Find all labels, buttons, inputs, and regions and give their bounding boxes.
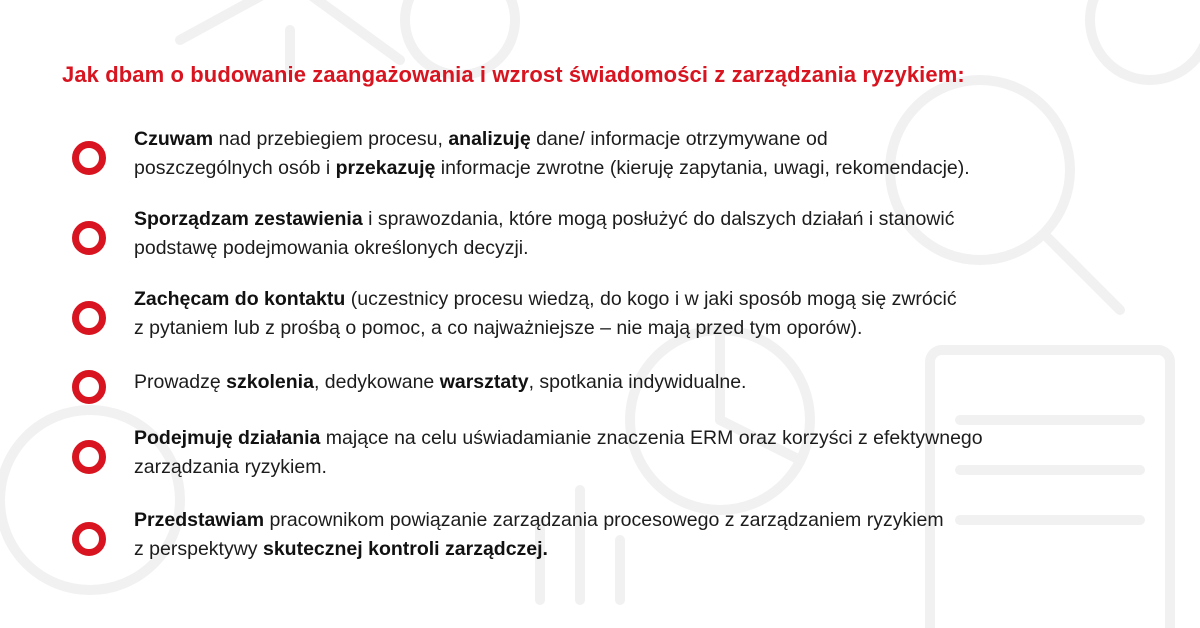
text-run: mające na celu uświadamianie znaczenia ERM oraz korzyści z efektywnego <box>320 427 983 449</box>
text-run: z perspektywy <box>134 538 263 560</box>
bold-phrase: warsztaty <box>439 371 529 393</box>
text-run: nad przebiegiem procesu, <box>213 128 449 150</box>
list-item-line <box>134 506 1174 535</box>
text-run: , dedykowane <box>313 371 440 393</box>
text-run: zarządzania ryzykiem. <box>134 456 327 478</box>
list-item-line <box>134 535 1174 564</box>
ring-bullet-icon <box>72 141 106 175</box>
ring-bullet-icon <box>72 221 106 255</box>
list-item-line <box>134 125 1174 154</box>
bold-phrase: Podejmuję działania <box>134 427 321 449</box>
list-item-line <box>134 234 1174 263</box>
list-item-text <box>134 205 1174 263</box>
list-item-line <box>134 154 1174 183</box>
list-item-text <box>134 368 1174 397</box>
list-item-text <box>134 506 1174 564</box>
bold-phrase: Czuwam <box>134 128 214 150</box>
list-item-text <box>134 125 1174 183</box>
bold-phrase: Zachęcam do kontaktu <box>134 288 346 310</box>
ring-bullet-icon <box>72 370 106 404</box>
list-item-line <box>134 314 1174 343</box>
text-run: informacje zwrotne (kieruję zapytania, uwagi, rekomendacje). <box>435 157 970 179</box>
list-item-text <box>134 285 1174 343</box>
text-run: i sprawozdania, które mogą posłużyć do dalszych działań i stanowić <box>362 208 955 230</box>
bold-phrase: skutecznej kontroli zarządczej. <box>262 538 548 560</box>
ring-bullet-icon <box>72 301 106 335</box>
ring-bullet-icon <box>72 440 106 474</box>
list-item-line <box>134 368 1174 397</box>
list-item-text <box>134 424 1174 482</box>
list-item-line <box>134 424 1174 453</box>
bold-phrase: Sporządzam zestawienia <box>134 208 363 230</box>
bold-phrase: analizuję <box>448 128 531 150</box>
list-item-line <box>134 453 1174 482</box>
list-item-line <box>134 205 1174 234</box>
text-run: , spotkania indywidualne. <box>528 371 747 393</box>
text-run: poszczególnych osób i <box>134 157 336 179</box>
ring-bullet-icon <box>72 522 106 556</box>
text-run: Prowadzę <box>134 371 227 393</box>
bold-phrase: przekazuję <box>335 157 436 179</box>
bold-phrase: Przedstawiam <box>134 509 265 531</box>
page-title: Jak dbam o budowanie zaangażowania i wzrost świadomości z zarządzania ryzykiem: <box>62 62 965 87</box>
bold-phrase: szkolenia <box>226 371 314 393</box>
text-run: podstawę podejmowania określonych decyzji. <box>134 237 529 259</box>
text-run: pracownikom powiązanie zarządzania procesowego z zarządzaniem ryzykiem <box>264 509 944 531</box>
list-item-line <box>134 285 1174 314</box>
text-run: z pytaniem lub z prośbą o pomoc, a co najważniejsze – nie mają przed tym oporów). <box>134 317 863 339</box>
text-run: (uczestnicy procesu wiedzą, do kogo i w jaki sposób mogą się zwrócić <box>345 288 957 310</box>
text-run: dane/ informacje otrzymywane od <box>530 128 828 150</box>
